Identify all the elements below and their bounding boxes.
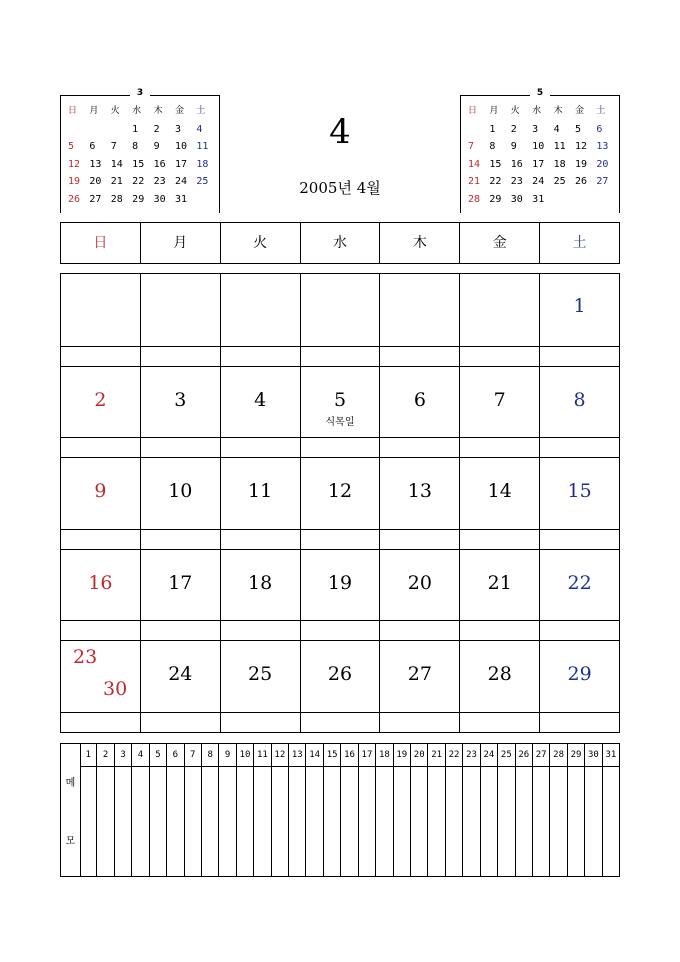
mini-day: 5 — [68, 141, 75, 153]
mini-calendar-month-label: 5 — [530, 87, 550, 99]
mini-day: 4 — [196, 123, 203, 135]
memo-day-column[interactable] — [481, 744, 498, 876]
day-cell[interactable] — [141, 274, 221, 366]
mini-week-row — [66, 156, 216, 174]
mini-weekday-header: 火 — [110, 106, 120, 116]
mini-calendar-may — [460, 88, 620, 213]
mini-week-row — [466, 173, 616, 191]
mini-day: 21 — [110, 176, 123, 188]
memo-day-column[interactable] — [219, 744, 236, 876]
mini-day — [66, 121, 87, 139]
mini-day: 18 — [196, 158, 209, 170]
mini-day: 2 — [153, 123, 160, 135]
memo-day-column[interactable] — [132, 744, 149, 876]
memo-day-number: 19 — [394, 744, 410, 767]
memo-day-column[interactable] — [150, 744, 167, 876]
memo-day-column[interactable] — [202, 744, 219, 876]
memo-day-column[interactable] — [516, 744, 533, 876]
mini-day: 10 — [174, 141, 187, 153]
day-number: 5 — [333, 388, 347, 411]
mini-day: 27 — [89, 193, 102, 205]
mini-day: 16 — [153, 158, 166, 170]
memo-day-number: 25 — [498, 744, 514, 767]
memo-day-number: 6 — [167, 744, 183, 767]
mini-day: 25 — [553, 176, 566, 188]
weekday-monday: 月 — [141, 223, 221, 263]
day-number: 28 — [487, 663, 512, 686]
day-number: 9 — [94, 480, 107, 503]
week-row — [61, 457, 619, 549]
day-number: 18 — [248, 571, 273, 594]
day-cell[interactable] — [460, 549, 540, 641]
day-cell[interactable] — [61, 366, 141, 458]
day-cell[interactable] — [61, 549, 141, 641]
mini-weekday-header: 水 — [532, 106, 542, 116]
mini-day: 20 — [89, 176, 102, 188]
day-cell[interactable] — [141, 549, 221, 641]
memo-day-column[interactable] — [167, 744, 184, 876]
mini-day: 6 — [89, 141, 96, 153]
memo-day-column[interactable] — [115, 744, 132, 876]
day-cell[interactable] — [540, 457, 619, 549]
day-number: 17 — [168, 571, 193, 594]
memo-label-column — [61, 744, 81, 876]
day-number: 21 — [487, 571, 512, 594]
mini-day: 12 — [68, 158, 81, 170]
mini-week-row — [66, 173, 216, 191]
memo-label-bottom: 모 — [65, 836, 76, 847]
memo-day-number: 31 — [603, 744, 619, 767]
memo-day-column[interactable] — [237, 744, 254, 876]
month-grid — [60, 273, 620, 733]
mini-day — [466, 121, 487, 139]
year-month-title: 2005년 4월 — [299, 179, 381, 197]
day-number: 12 — [327, 480, 353, 503]
memo-day-number: 30 — [585, 744, 601, 767]
day-number: 4 — [254, 388, 267, 411]
day-cell[interactable] — [460, 366, 540, 458]
day-cell[interactable] — [221, 457, 301, 549]
week-subrow-divider — [61, 346, 619, 347]
day-number: 14 — [487, 480, 512, 503]
day-number: 10 — [168, 480, 193, 503]
day-cell[interactable] — [460, 640, 540, 732]
memo-label-top: 메 — [65, 778, 76, 789]
mini-day: 27 — [596, 176, 609, 188]
day-cell[interactable] — [141, 366, 221, 458]
mini-day: 17 — [174, 158, 187, 170]
memo-day-number: 23 — [463, 744, 479, 767]
weekday-tuesday: 火 — [221, 223, 301, 263]
mini-day: 30 — [153, 193, 166, 205]
memo-day-number: 7 — [185, 744, 201, 767]
memo-day-column[interactable] — [550, 744, 567, 876]
day-number: 11 — [248, 480, 273, 503]
memo-day-column[interactable] — [411, 744, 428, 876]
mini-calendar-month-label: 3 — [130, 87, 150, 99]
day-number: 24 — [168, 663, 193, 686]
mini-day: 26 — [68, 193, 81, 205]
weekday-sunday: 日 — [61, 223, 141, 263]
day-cell[interactable] — [380, 640, 460, 732]
mini-day — [109, 121, 130, 139]
mini-day: 25 — [196, 176, 209, 188]
mini-week-row — [466, 156, 616, 174]
memo-day-number: 15 — [324, 744, 340, 767]
memo-day-column[interactable] — [603, 744, 619, 876]
day-cell[interactable] — [301, 457, 381, 549]
mini-day: 8 — [132, 141, 139, 153]
day-cell[interactable] — [540, 549, 619, 641]
month-number: 4 — [329, 112, 351, 152]
mini-weekday-header: 日 — [68, 106, 78, 116]
memo-day-column[interactable] — [306, 744, 323, 876]
mini-day: 29 — [132, 193, 145, 205]
memo-day-number: 28 — [550, 744, 566, 767]
day-cell[interactable] — [540, 274, 619, 366]
mini-day: 24 — [174, 176, 187, 188]
day-cell[interactable] — [301, 640, 381, 732]
day-number: 20 — [407, 571, 432, 594]
mini-day: 22 — [489, 176, 502, 188]
day-number: 3 — [174, 388, 187, 411]
mini-calendar-march — [60, 88, 220, 213]
mini-day: 29 — [489, 193, 502, 205]
mini-day: 9 — [153, 141, 160, 153]
mini-day: 22 — [132, 176, 145, 188]
memo-day-number: 29 — [568, 744, 584, 767]
day-cell[interactable] — [141, 457, 221, 549]
week-subrow-divider — [61, 437, 619, 438]
memo-day-number: 14 — [306, 744, 322, 767]
mini-day: 1 — [489, 123, 496, 135]
day-number: 13 — [407, 480, 432, 503]
memo-day-column[interactable] — [568, 744, 585, 876]
week-row — [61, 549, 619, 641]
mini-day: 1 — [132, 123, 139, 135]
day-cell[interactable] — [61, 640, 141, 732]
day-cell[interactable] — [61, 457, 141, 549]
day-cell[interactable] — [380, 274, 460, 366]
memo-day-number: 21 — [428, 744, 444, 767]
memo-day-number: 13 — [289, 744, 305, 767]
day-number: 8 — [573, 388, 586, 411]
day-cell[interactable] — [380, 457, 460, 549]
mini-day: 11 — [196, 141, 209, 153]
mini-day: 18 — [553, 158, 566, 170]
mini-day — [87, 121, 108, 139]
day-number: 2 — [94, 388, 107, 411]
memo-day-column[interactable] — [446, 744, 463, 876]
memo-table — [60, 743, 620, 877]
mini-day: 26 — [574, 176, 587, 188]
memo-day-number: 27 — [533, 744, 549, 767]
weekday-thursday: 木 — [380, 223, 460, 263]
day-cell[interactable] — [221, 549, 301, 641]
mini-day: 23 — [510, 176, 523, 188]
mini-day: 28 — [468, 193, 481, 205]
mini-week-row — [66, 191, 216, 209]
weekday-wednesday: 水 — [301, 223, 381, 263]
memo-day-column[interactable] — [254, 744, 271, 876]
day-number: 7 — [493, 388, 506, 411]
day-cell[interactable] — [141, 640, 221, 732]
day-number: 30 — [103, 678, 128, 701]
memo-day-number: 9 — [219, 744, 235, 767]
mini-day: 23 — [153, 176, 166, 188]
mini-day: 15 — [489, 158, 502, 170]
memo-day-number: 12 — [272, 744, 288, 767]
memo-day-number: 16 — [341, 744, 357, 767]
mini-week-row — [466, 191, 616, 209]
mini-day: 31 — [174, 193, 187, 205]
mini-day: 5 — [574, 123, 581, 135]
day-number: 19 — [327, 571, 353, 594]
day-number: 23 — [73, 646, 98, 669]
mini-day — [552, 191, 573, 209]
mini-day: 19 — [574, 158, 587, 170]
mini-day: 20 — [596, 158, 609, 170]
mini-day: 14 — [468, 158, 481, 170]
mini-day — [573, 191, 594, 209]
memo-day-column[interactable] — [97, 744, 114, 876]
day-cell[interactable] — [301, 549, 381, 641]
mini-day: 3 — [532, 123, 539, 135]
mini-day: 8 — [489, 141, 496, 153]
mini-day: 21 — [468, 176, 481, 188]
memo-day-number: 3 — [115, 744, 131, 767]
mini-day: 4 — [553, 123, 560, 135]
mini-day — [594, 191, 615, 209]
week-row — [61, 366, 619, 458]
mini-weekday-header: 土 — [596, 106, 606, 116]
memo-day-number: 22 — [446, 744, 462, 767]
day-number: 26 — [327, 663, 353, 686]
memo-day-column[interactable] — [585, 744, 602, 876]
memo-day-column[interactable] — [463, 744, 480, 876]
mini-week-row — [466, 138, 616, 156]
mini-day: 3 — [174, 123, 181, 135]
mini-day: 24 — [532, 176, 545, 188]
mini-day: 13 — [596, 141, 609, 153]
day-cell[interactable] — [221, 274, 301, 366]
mini-week-row — [466, 121, 616, 139]
week-row — [61, 274, 619, 366]
mini-weekday-header: 月 — [89, 106, 99, 116]
memo-day-number: 8 — [202, 744, 218, 767]
mini-weekday-header: 水 — [132, 106, 142, 116]
mini-day: 31 — [532, 193, 545, 205]
memo-day-number: 26 — [516, 744, 532, 767]
day-number: 1 — [573, 295, 586, 317]
mini-day: 15 — [132, 158, 145, 170]
mini-weekday-header: 月 — [489, 106, 499, 116]
memo-day-column[interactable] — [394, 744, 411, 876]
memo-day-column[interactable] — [324, 744, 341, 876]
day-cell[interactable] — [301, 366, 381, 458]
day-cell[interactable] — [460, 274, 540, 366]
memo-day-number: 20 — [411, 744, 427, 767]
memo-day-number: 4 — [132, 744, 148, 767]
day-cell[interactable] — [301, 274, 381, 366]
mini-day: 10 — [532, 141, 545, 153]
mini-day: 7 — [110, 141, 117, 153]
mini-header-row — [466, 103, 616, 121]
mini-day — [194, 191, 215, 209]
day-cell[interactable] — [221, 366, 301, 458]
mini-day: 6 — [596, 123, 603, 135]
day-cell[interactable] — [380, 549, 460, 641]
mini-weekday-header: 木 — [553, 106, 563, 116]
mini-weekday-header: 日 — [468, 106, 478, 116]
day-cell[interactable] — [540, 640, 619, 732]
mini-day: 7 — [468, 141, 475, 153]
memo-day-column[interactable] — [376, 744, 393, 876]
mini-day: 9 — [510, 141, 517, 153]
mini-day: 16 — [510, 158, 523, 170]
mini-day: 28 — [110, 193, 123, 205]
mini-week-row — [66, 138, 216, 156]
mini-weekday-header: 火 — [510, 106, 520, 116]
memo-day-column[interactable] — [272, 744, 289, 876]
memo-day-number: 10 — [237, 744, 253, 767]
memo-day-number: 11 — [254, 744, 270, 767]
mini-day: 13 — [89, 158, 102, 170]
day-cell[interactable] — [460, 457, 540, 549]
day-number: 15 — [567, 480, 592, 503]
day-number: 16 — [88, 571, 113, 594]
mini-day: 19 — [68, 176, 81, 188]
day-cell[interactable] — [61, 274, 141, 366]
memo-day-column[interactable] — [359, 744, 376, 876]
week-row — [61, 640, 619, 732]
memo-day-number: 1 — [80, 744, 96, 767]
memo-day-number: 18 — [376, 744, 392, 767]
memo-day-column[interactable] — [289, 744, 306, 876]
mini-day: 11 — [553, 141, 566, 153]
mini-weekday-header: 土 — [196, 106, 206, 116]
mini-day: 12 — [574, 141, 587, 153]
memo-day-column[interactable] — [341, 744, 358, 876]
day-cell[interactable] — [540, 366, 619, 458]
mini-day: 14 — [110, 158, 123, 170]
mini-day: 2 — [510, 123, 517, 135]
day-number: 27 — [407, 663, 432, 686]
memo-day-number: 5 — [150, 744, 166, 767]
day-cell[interactable] — [380, 366, 460, 458]
week-subrow-divider — [61, 620, 619, 621]
day-number: 6 — [413, 388, 426, 411]
week-subrow-divider — [61, 712, 619, 713]
memo-day-number: 24 — [481, 744, 497, 767]
memo-day-column[interactable] — [533, 744, 550, 876]
day-cell[interactable] — [221, 640, 301, 732]
day-number: 29 — [567, 663, 592, 686]
mini-weekday-header: 木 — [153, 106, 163, 116]
day-number: 22 — [567, 571, 592, 594]
day-number: 25 — [248, 663, 273, 686]
mini-week-row — [66, 121, 216, 139]
memo-day-column[interactable] — [185, 744, 202, 876]
mini-weekday-header: 金 — [574, 106, 584, 116]
weekday-friday: 金 — [460, 223, 540, 263]
week-subrow-divider — [61, 529, 619, 530]
memo-day-number: 17 — [359, 744, 375, 767]
weekday-header-row — [60, 222, 620, 264]
memo-day-column[interactable] — [80, 744, 97, 876]
mini-weekday-header: 金 — [174, 106, 184, 116]
mini-day: 30 — [510, 193, 523, 205]
weekday-saturday: 土 — [572, 235, 587, 251]
memo-day-column[interactable] — [428, 744, 445, 876]
memo-day-column[interactable] — [498, 744, 515, 876]
mini-day: 17 — [532, 158, 545, 170]
mini-header-row — [66, 103, 216, 121]
holiday-note: 식목일 — [325, 416, 355, 428]
memo-day-number: 2 — [97, 744, 113, 767]
